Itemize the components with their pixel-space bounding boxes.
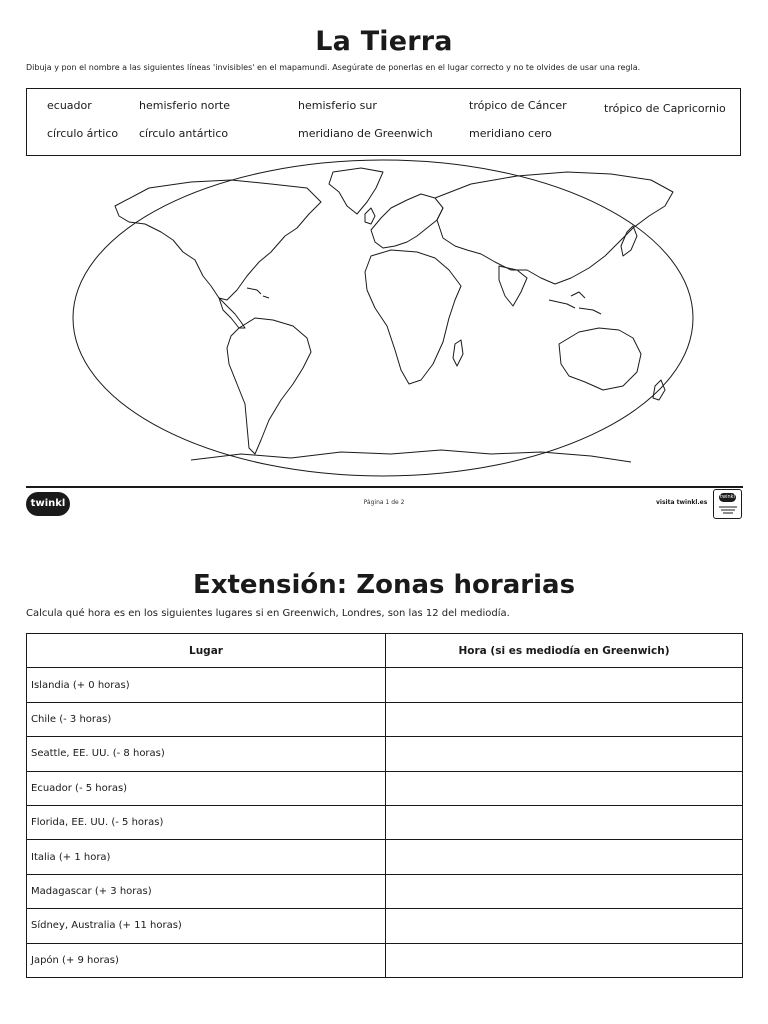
time-answer-cell[interactable]: [386, 668, 743, 702]
caribbean-islands: [247, 288, 269, 298]
table-row: [27, 737, 743, 771]
place-cell: Seattle, EE. UU. (- 8 horas): [27, 737, 386, 771]
time-answer-cell[interactable]: [386, 702, 743, 736]
place-cell: Islandia (+ 0 horas): [27, 668, 386, 702]
table-row: [27, 702, 743, 736]
time-answer-cell[interactable]: [386, 840, 743, 874]
word-meridiano-greenwich: meridiano de Greenwich: [298, 127, 433, 140]
time-answer-cell[interactable]: [386, 805, 743, 839]
header-time: Hora (si es mediodía en Greenwich): [386, 634, 743, 668]
japan-shape: [621, 226, 637, 256]
world-map[interactable]: [71, 158, 695, 478]
instructions: Dibuja y pon el nombre a las siguientes líneas 'invisibles' en el mapamundi. Asegúrate de ponerlas en el lugar correcto y no te olvides de usar una regla.: [26, 63, 641, 72]
badge-lines-icon: [718, 505, 738, 515]
greenland-shape: [329, 168, 383, 214]
word-hemisferio-sur: hemisferio sur: [298, 99, 377, 112]
table-row: [27, 874, 743, 908]
time-answer-cell[interactable]: [386, 943, 743, 977]
footer-divider: [26, 486, 743, 488]
word-meridiano-cero: meridiano cero: [469, 127, 552, 140]
quality-badge-icon: [713, 489, 742, 519]
header-place: Lugar: [27, 634, 386, 668]
word-bank: [26, 88, 741, 156]
word-circulo-antartico: círculo antártico: [139, 127, 229, 140]
india-shape: [499, 266, 527, 306]
place-cell: Japón (+ 9 horas): [27, 943, 386, 977]
twinkl-logo: twinkl: [26, 492, 70, 516]
word-tropico-capricornio: trópico de Capricornio: [604, 102, 726, 115]
table-row: [27, 668, 743, 702]
table-row: [27, 805, 743, 839]
antarctica-shape: [191, 450, 631, 462]
place-cell: Madagascar (+ 3 horas): [27, 874, 386, 908]
time-zones-table: [26, 633, 743, 978]
table-row: [27, 840, 743, 874]
page-title: La Tierra: [315, 26, 453, 57]
time-answer-cell[interactable]: [386, 771, 743, 805]
south-america-shape: [227, 318, 311, 454]
page-number: Página 1 de 2: [363, 499, 405, 506]
table-header-row: [27, 634, 743, 668]
extension-title: Extensión: Zonas horarias: [192, 570, 576, 600]
word-hemisferio-norte: hemisferio norte: [139, 99, 230, 112]
word-ecuador: ecuador: [47, 99, 92, 112]
time-answer-cell[interactable]: [386, 874, 743, 908]
table-row: [27, 771, 743, 805]
map-outline: [73, 160, 693, 476]
table-row: [27, 909, 743, 943]
place-cell: Italia (+ 1 hora): [27, 840, 386, 874]
time-answer-cell[interactable]: [386, 737, 743, 771]
place-cell: Chile (- 3 horas): [27, 702, 386, 736]
africa-shape: [365, 250, 461, 384]
word-tropico-cancer: trópico de Cáncer: [469, 99, 567, 112]
site-link[interactable]: visita twinkl.es: [656, 499, 708, 506]
time-answer-cell[interactable]: [386, 909, 743, 943]
madagascar-shape: [453, 340, 463, 366]
europe-shape: [371, 194, 443, 248]
badge-label: twinkl: [720, 494, 735, 500]
indonesia-islands: [549, 292, 601, 314]
table-row: [27, 943, 743, 977]
australia-shape: [559, 328, 641, 390]
place-cell: Florida, EE. UU. (- 5 horas): [27, 805, 386, 839]
word-circulo-artico: círculo ártico: [47, 127, 119, 140]
place-cell: Sídney, Australia (+ 11 horas): [27, 909, 386, 943]
uk-shape: [365, 208, 375, 224]
extension-intro: Calcula qué hora es en los siguientes lugares si en Greenwich, Londres, son las 12 del mediodía.: [26, 608, 510, 619]
central-america-shape: [219, 298, 245, 328]
north-america-shape: [115, 180, 321, 300]
place-cell: Ecuador (- 5 horas): [27, 771, 386, 805]
